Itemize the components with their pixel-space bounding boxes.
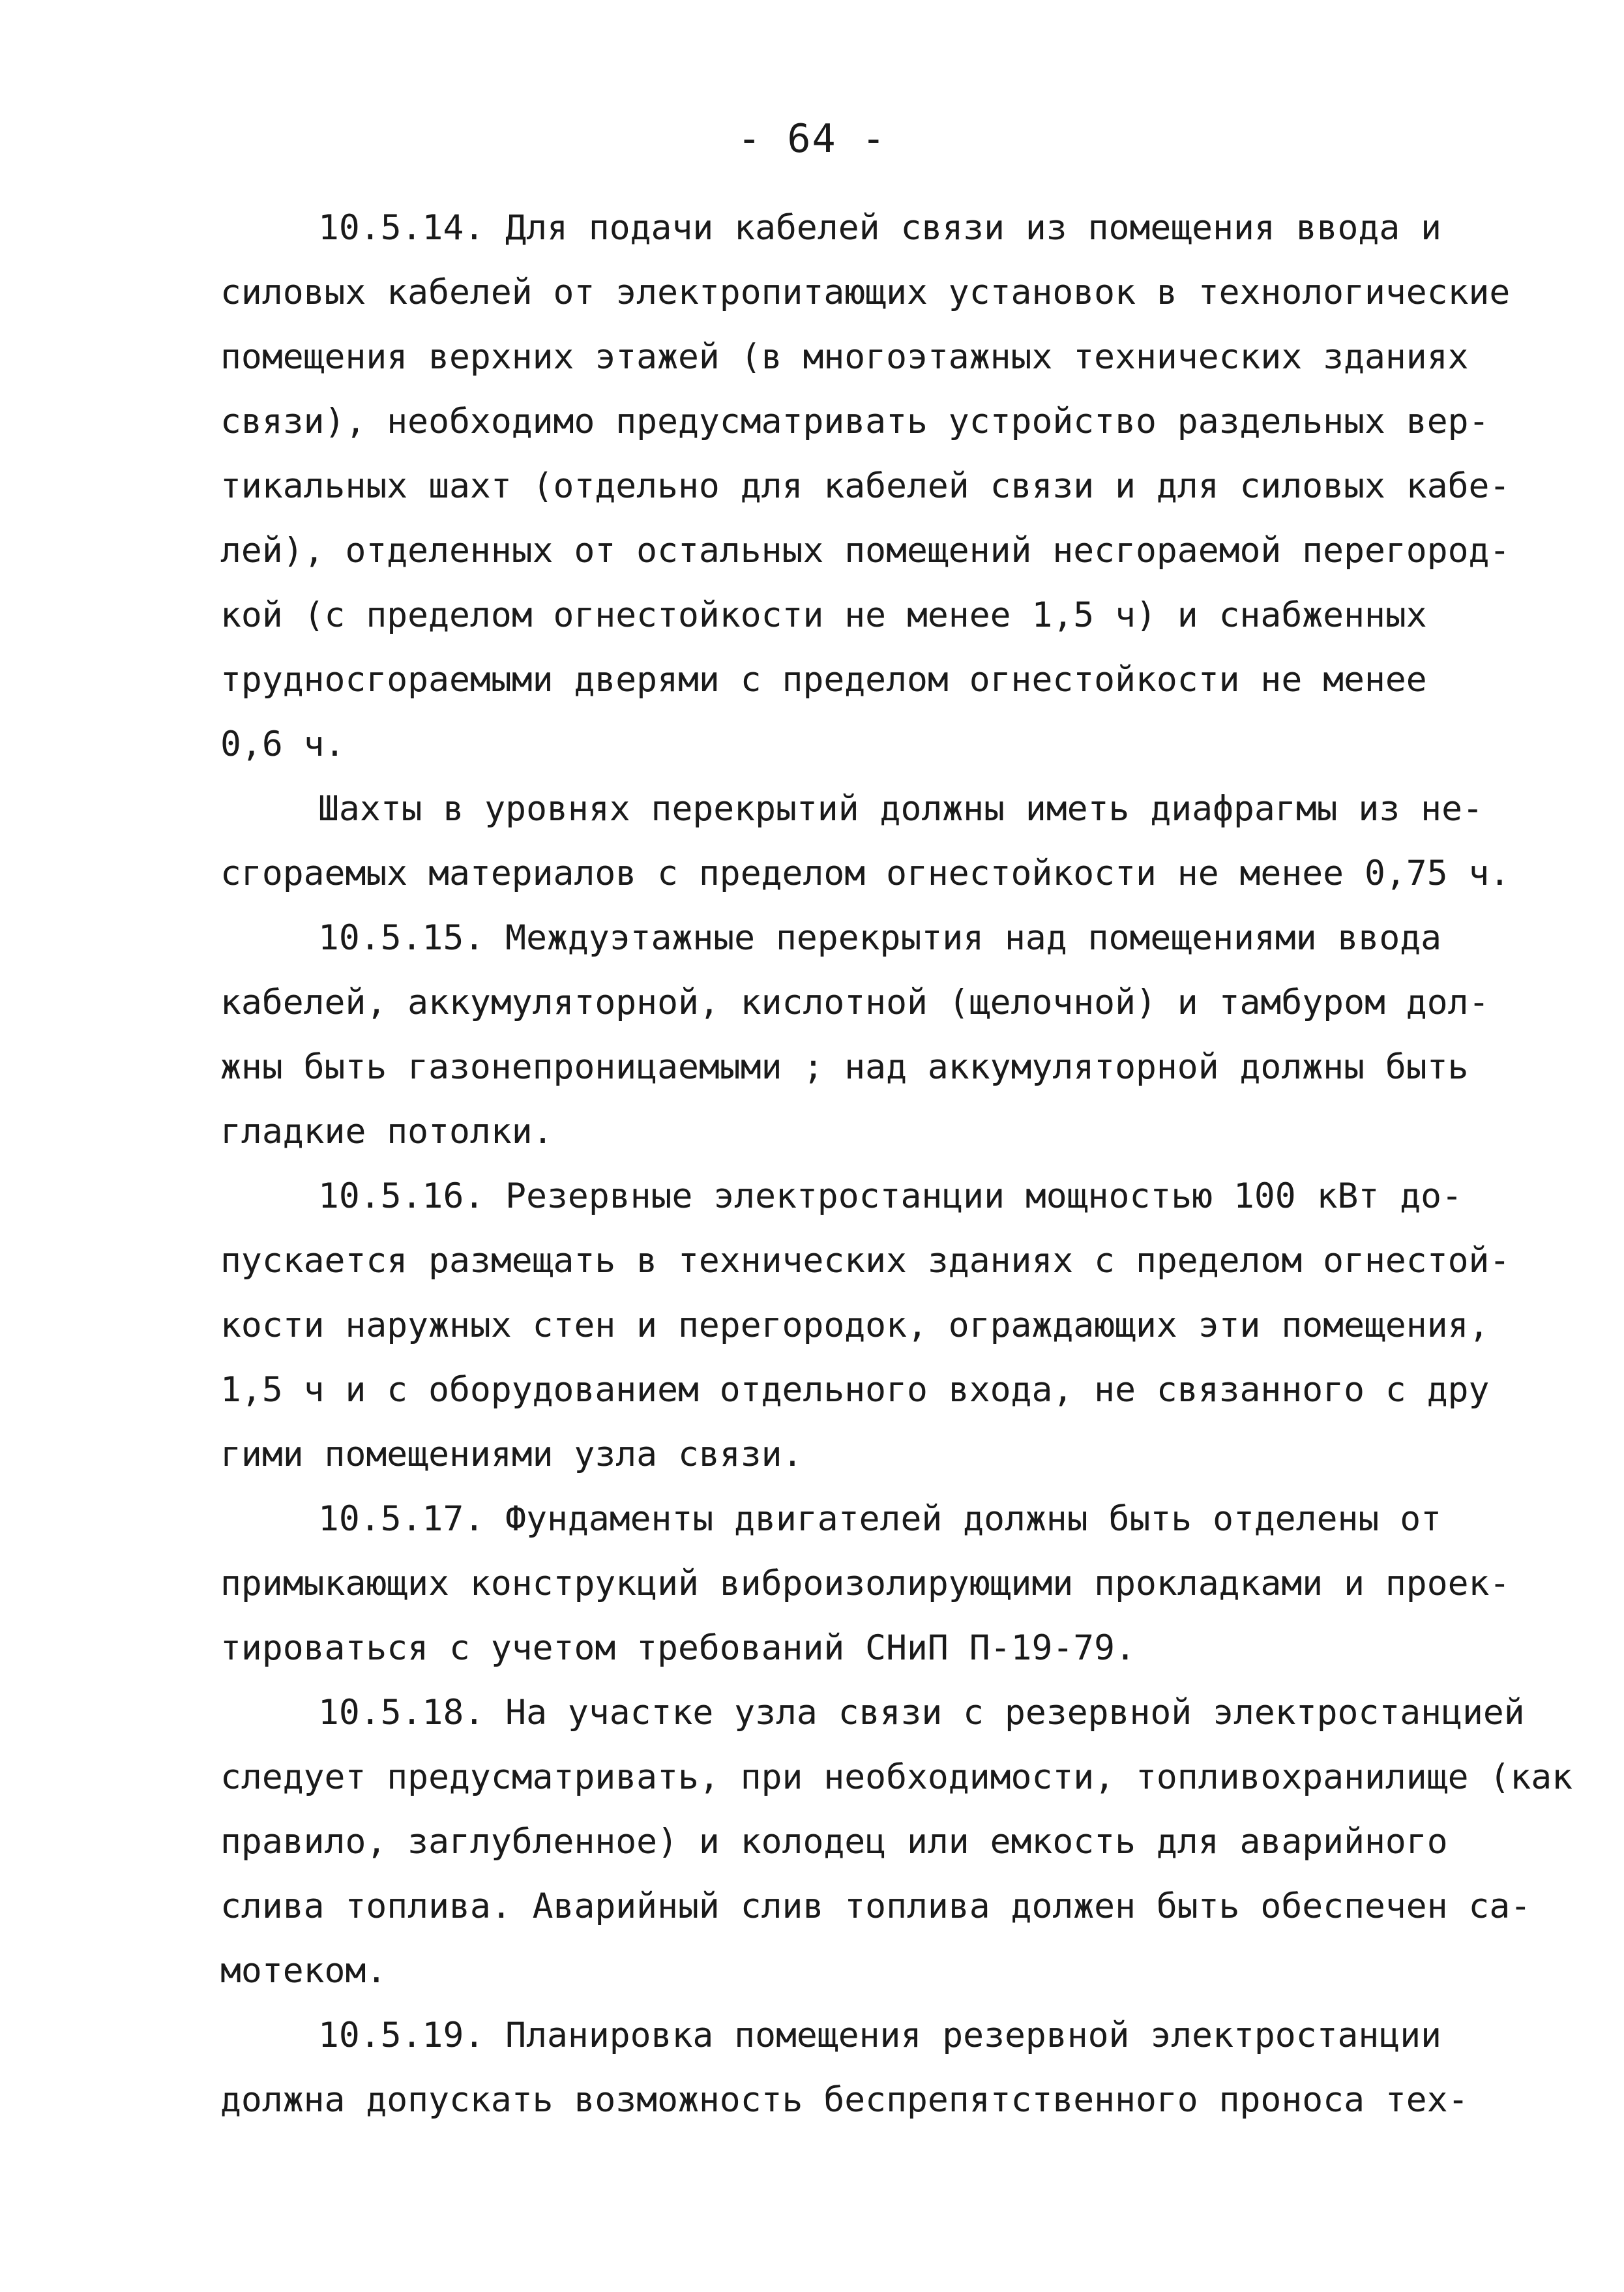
text-line: слива топлива. Аварийный слив топлива должен быть обеспечен са- [220,1886,1531,1926]
text-line: 10.5.18. На участке узла связи с резервной электростанцией [318,1693,1525,1733]
text-line: трудносгораемыми дверями с пределом огнестойкости не менее [220,660,1427,700]
text-line: Шахты в уровнях перекрытий должны иметь диафрагмы из не- [318,789,1483,829]
text-line: помещения верхних этажей (в многоэтажных технических зданиях [220,337,1469,377]
text-line: следует предусматривать, при необходимости, топливохранилище (как [220,1757,1573,1797]
text-line: должна допускать возможность беспрепятственного проноса тех- [220,2080,1469,2120]
text-line: мотеком. [220,1951,387,1991]
text-line: 0,6 ч. [220,724,346,764]
text-line: 10.5.14. Для подачи кабелей связи из помещения ввода и [318,208,1442,248]
text-line: сгораемых материалов с пределом огнестойкости не менее 0,75 ч. [220,854,1511,893]
text-line: кой (с пределом огнестойкости не менее 1,5 ч) и снабженных [220,595,1427,635]
body-text [220,196,1573,2132]
text-line: 10.5.17. Фундаменты двигателей должны быть отделены от [318,1499,1442,1539]
page-number: - 64 - [737,116,887,162]
text-line: жны быть газонепроницаемыми ; над аккумуляторной должны быть [220,1047,1469,1087]
text-line: силовых кабелей от электропитающих установок в технологические [220,273,1511,312]
text-line: гладкие потолки. [220,1112,554,1152]
text-line: лей), отделенных от остальных помещений несгораемой перегород- [220,531,1511,571]
text-line: гими помещениями узла связи. [220,1435,803,1474]
text-line: 1,5 ч и с оборудованием отдельного входа, не связанного с дру [220,1370,1490,1410]
text-line: тироваться с учетом требований СНиП П-19-79. [220,1628,1136,1668]
text-line: пускается размещать в технических зданиях с пределом огнестой- [220,1241,1511,1281]
text-line: связи), необходимо предусматривать устройство раздельных вер- [220,402,1490,441]
text-line: правило, заглубленное) и колодец или емкость для аварийного [220,1822,1448,1862]
text-line: 10.5.16. Резервные электростанции мощностью 100 кВт до- [318,1176,1462,1216]
text-line: кости наружных стен и перегородок, ограждающих эти помещения, [220,1305,1490,1345]
text-line: тикальных шахт (отдельно для кабелей связи и для силовых кабе- [220,466,1511,506]
text-line: 10.5.15. Междуэтажные перекрытия над помещениями ввода [318,918,1442,958]
text-line: кабелей, аккумуляторной, кислотной (щелочной) и тамбуром дол- [220,983,1490,1022]
text-line: примыкающих конструкций виброизолирующими прокладками и проек- [220,1564,1511,1603]
text-line: 10.5.19. Планировка помещения резервной электростанции [318,2016,1442,2055]
